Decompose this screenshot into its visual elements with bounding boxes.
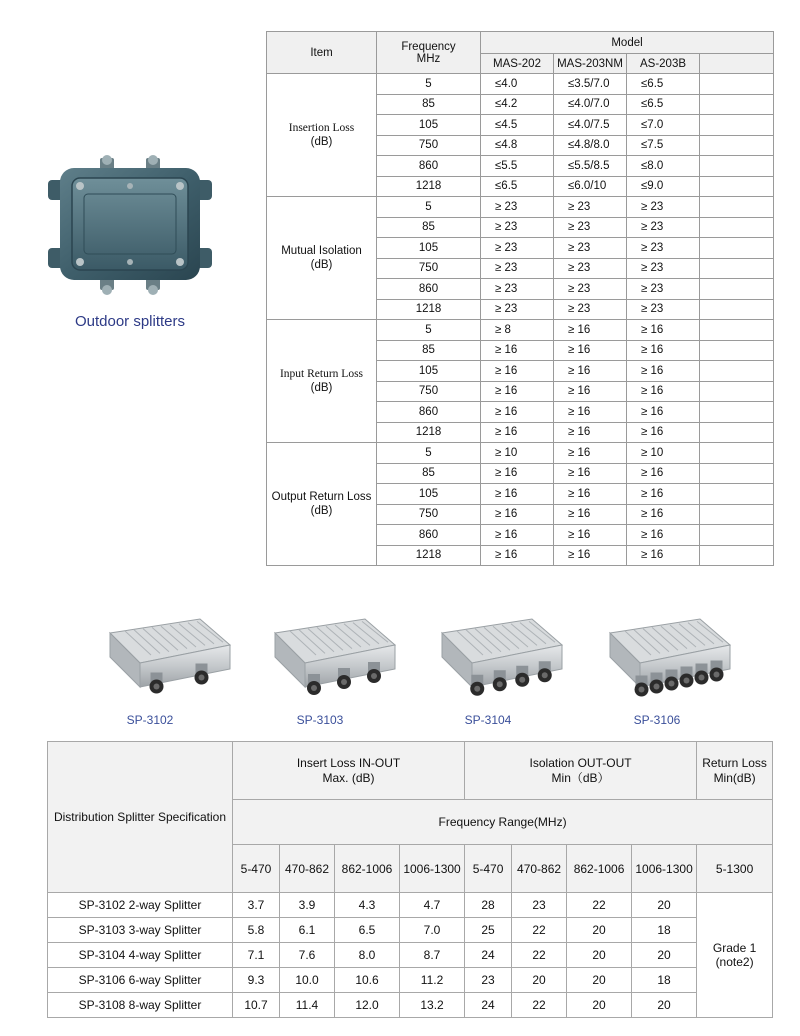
frequency-cell: 5: [377, 320, 481, 341]
frequency-cell: 85: [377, 94, 481, 115]
spec-value-cell: ≤5.5: [481, 156, 554, 177]
table-row: [48, 943, 773, 968]
spec-value-cell: ≥ 23: [554, 299, 627, 320]
spec-value-cell: ≥ 16: [627, 402, 700, 423]
spec-value-cell: 10.7: [233, 993, 280, 1018]
distribution-splitter-table: [47, 741, 773, 1018]
spec-value-cell: ≥ 23: [481, 217, 554, 238]
return-loss-header: [697, 742, 773, 800]
spec-value-cell: ≥ 16: [627, 381, 700, 402]
return-loss-line1: Return Loss: [702, 755, 767, 770]
spec-value-cell: ≥ 16: [554, 484, 627, 505]
frequency-range-col: 862-1006: [567, 845, 632, 893]
spec-value-cell: 23: [465, 968, 512, 993]
model-col-header: AS-203B: [627, 54, 700, 74]
spec-value-cell: [700, 135, 774, 156]
spec-value-cell: [700, 115, 774, 136]
frequency-range-col: 5-470: [233, 845, 280, 893]
spec-value-cell: ≥ 16: [554, 340, 627, 361]
spec-value-cell: ≥ 23: [554, 217, 627, 238]
spec-value-cell: 22: [512, 943, 567, 968]
spec-value-cell: ≥ 16: [554, 320, 627, 341]
sp-3103-caption: SP-3103: [296, 713, 344, 727]
spec-value-cell: 20: [567, 993, 632, 1018]
table-row: [48, 893, 773, 918]
spec-value-cell: ≥ 16: [554, 402, 627, 423]
spec-value-cell: ≥ 23: [554, 238, 627, 259]
spec-value-cell: ≥ 23: [481, 279, 554, 300]
spec-value-cell: ≤6.5: [627, 74, 700, 95]
insert-loss-line1: Insert Loss IN-OUT: [296, 755, 401, 770]
spec-value-cell: ≥ 8: [481, 320, 554, 341]
spec-value-cell: 22: [512, 918, 567, 943]
splitter-name-cell: SP-3108 8-way Splitter: [48, 993, 233, 1018]
spec-value-cell: ≥ 16: [481, 402, 554, 423]
spec-value-cell: ≥ 16: [627, 504, 700, 525]
spec-value-cell: 20: [567, 918, 632, 943]
sp-3104-image: [422, 605, 572, 705]
outdoor-splitter-image: [40, 150, 220, 300]
spec-group-label: [267, 74, 377, 197]
splitter-name-cell: SP-3103 3-way Splitter: [48, 918, 233, 943]
frequency-cell: 1218: [377, 299, 481, 320]
spec-group-label: [267, 197, 377, 320]
sp-3102-image: [90, 605, 240, 705]
frequency-range-col: 1006-1300: [632, 845, 697, 893]
frequency-range-col: 1006-1300: [400, 845, 465, 893]
spec-value-cell: ≥ 16: [554, 381, 627, 402]
spec-value-cell: [700, 279, 774, 300]
spec-value-cell: [700, 197, 774, 218]
distribution-table-body: [48, 893, 773, 1018]
spec-value-cell: [700, 402, 774, 423]
frequency-cell: 85: [377, 340, 481, 361]
spec-value-cell: 8.0: [335, 943, 400, 968]
sp-3106-image: [590, 605, 740, 705]
spec-row: [267, 197, 774, 218]
spec-value-cell: [700, 504, 774, 525]
frequency-cell: 105: [377, 361, 481, 382]
spec-value-cell: [700, 156, 774, 177]
spec-value-cell: [700, 299, 774, 320]
frequency-range-col: 862-1006: [335, 845, 400, 893]
spec-group-label: [267, 320, 377, 443]
spec-value-cell: ≥ 23: [481, 238, 554, 259]
spec-value-cell: ≥ 16: [481, 340, 554, 361]
frequency-cell: 1218: [377, 176, 481, 197]
spec-value-cell: 10.0: [280, 968, 335, 993]
frequency-cell: 85: [377, 217, 481, 238]
spec-value-cell: ≥ 16: [481, 381, 554, 402]
spec-value-cell: [700, 484, 774, 505]
frequency-range-header: Frequency Range(MHz): [233, 800, 773, 845]
spec-value-cell: ≤6.5: [627, 94, 700, 115]
frequency-cell: 1218: [377, 545, 481, 566]
frequency-cell: 750: [377, 381, 481, 402]
spec-value-cell: 20: [632, 943, 697, 968]
frequency-range-col: 470-862: [512, 845, 567, 893]
sp-3106-caption: SP-3106: [633, 713, 681, 727]
spec-value-cell: ≤4.8: [481, 135, 554, 156]
model-col-header: [700, 54, 774, 74]
spec-value-cell: ≥ 16: [627, 422, 700, 443]
spec-value-cell: [700, 545, 774, 566]
spec-value-cell: ≥ 23: [481, 258, 554, 279]
spec-value-cell: [700, 463, 774, 484]
spec-value-cell: ≥ 16: [481, 361, 554, 382]
spec-value-cell: 18: [632, 968, 697, 993]
frequency-cell: 1218: [377, 422, 481, 443]
model-spec-table: [266, 31, 774, 566]
spec-value-cell: ≤4.0/7.0: [554, 94, 627, 115]
frequency-cell: 105: [377, 115, 481, 136]
spec-value-cell: ≥ 16: [481, 545, 554, 566]
spec-value-cell: 20: [512, 968, 567, 993]
table-row: [48, 918, 773, 943]
spec-value-cell: 5.8: [233, 918, 280, 943]
spec-value-cell: 20: [567, 968, 632, 993]
spec-value-cell: [700, 422, 774, 443]
frequency-range-col: 5-1300: [697, 845, 773, 893]
spec-value-cell: ≤7.5: [627, 135, 700, 156]
spec-group-label-line2: (dB): [310, 136, 333, 148]
frequency-cell: 860: [377, 525, 481, 546]
spec-value-cell: ≥ 16: [481, 525, 554, 546]
spec-value-cell: 11.2: [400, 968, 465, 993]
spec-value-cell: 24: [465, 943, 512, 968]
spec-value-cell: [700, 361, 774, 382]
spec-value-cell: 9.3: [233, 968, 280, 993]
spec-value-cell: ≥ 16: [554, 525, 627, 546]
spec-value-cell: 4.7: [400, 893, 465, 918]
spec-value-cell: [700, 443, 774, 464]
spec-value-cell: ≥ 16: [627, 320, 700, 341]
spec-value-cell: ≥ 16: [554, 361, 627, 382]
spec-value-cell: ≥ 16: [627, 340, 700, 361]
spec-value-cell: [700, 238, 774, 259]
spec-value-cell: ≤3.5/7.0: [554, 74, 627, 95]
spec-group-label-line2: (dB): [310, 259, 333, 271]
spec-value-cell: 25: [465, 918, 512, 943]
frequency-range-col: 470-862: [280, 845, 335, 893]
spec-table-body: [267, 74, 774, 566]
spec-value-cell: 11.4: [280, 993, 335, 1018]
frequency-cell: 105: [377, 238, 481, 259]
frequency-cell: 5: [377, 74, 481, 95]
spec-value-cell: ≤4.0: [481, 74, 554, 95]
spec-value-cell: ≥ 23: [627, 258, 700, 279]
spec-value-cell: ≥ 16: [554, 443, 627, 464]
frequency-cell: 750: [377, 504, 481, 525]
spec-value-cell: ≥ 16: [554, 545, 627, 566]
frequency-header: [377, 32, 481, 74]
spec-value-cell: ≥ 16: [554, 463, 627, 484]
frequency-cell: 860: [377, 279, 481, 300]
spec-row: [267, 320, 774, 341]
spec-value-cell: 18: [632, 918, 697, 943]
spec-value-cell: 28: [465, 893, 512, 918]
spec-value-cell: ≤4.5: [481, 115, 554, 136]
spec-value-cell: ≥ 23: [481, 197, 554, 218]
spec-value-cell: ≥ 23: [627, 299, 700, 320]
spec-group-label-line1: Mutual Isolation: [281, 245, 362, 257]
frequency-header-label: Frequency MHz: [401, 40, 456, 65]
spec-value-cell: ≤8.0: [627, 156, 700, 177]
spec-value-cell: ≥ 16: [627, 361, 700, 382]
spec-value-cell: ≥ 16: [481, 504, 554, 525]
model-col-header: MAS-202: [481, 54, 554, 74]
spec-value-cell: ≥ 10: [481, 443, 554, 464]
item-header: Item: [267, 32, 377, 74]
spec-value-cell: 8.7: [400, 943, 465, 968]
spec-value-cell: 6.5: [335, 918, 400, 943]
spec-value-cell: 24: [465, 993, 512, 1018]
spec-value-cell: [700, 217, 774, 238]
spec-corner-header: Distribution Splitter Specification: [48, 742, 233, 893]
spec-value-cell: ≤5.5/8.5: [554, 156, 627, 177]
spec-value-cell: ≥ 23: [554, 197, 627, 218]
spec-value-cell: ≥ 23: [481, 299, 554, 320]
spec-value-cell: ≥ 16: [554, 504, 627, 525]
isolation-line1: Isolation OUT-OUT: [529, 755, 632, 770]
spec-value-cell: 7.1: [233, 943, 280, 968]
spec-row: [267, 443, 774, 464]
model-col-header: MAS-203NM: [554, 54, 627, 74]
spec-value-cell: [700, 320, 774, 341]
sp-3104-caption: SP-3104: [464, 713, 512, 727]
spec-group-label: [267, 443, 377, 566]
spec-value-cell: ≥ 23: [627, 197, 700, 218]
frequency-cell: 85: [377, 463, 481, 484]
spec-group-label-line1: Insertion Loss: [288, 122, 355, 134]
frequency-cell: 750: [377, 258, 481, 279]
splitter-name-cell: SP-3104 4-way Splitter: [48, 943, 233, 968]
spec-group-label-line1: Input Return Loss: [279, 368, 364, 380]
spec-group-label-line2: (dB): [310, 382, 333, 394]
spec-value-cell: ≥ 16: [481, 422, 554, 443]
frequency-cell: 750: [377, 135, 481, 156]
frequency-cell: 105: [377, 484, 481, 505]
table-row: [48, 993, 773, 1018]
insert-loss-header: [233, 742, 465, 800]
spec-value-cell: ≥ 10: [627, 443, 700, 464]
frequency-cell: 860: [377, 156, 481, 177]
spec-value-cell: 22: [512, 993, 567, 1018]
spec-value-cell: ≥ 23: [554, 258, 627, 279]
isolation-header: [465, 742, 697, 800]
frequency-cell: 5: [377, 443, 481, 464]
spec-value-cell: ≤9.0: [627, 176, 700, 197]
spec-value-cell: 10.6: [335, 968, 400, 993]
frequency-range-col: 5-470: [465, 845, 512, 893]
spec-value-cell: 13.2: [400, 993, 465, 1018]
spec-value-cell: [700, 340, 774, 361]
spec-value-cell: [700, 258, 774, 279]
spec-value-cell: 12.0: [335, 993, 400, 1018]
outdoor-splitters-caption: Outdoor splitters: [74, 313, 186, 330]
spec-value-cell: ≤4.8/8.0: [554, 135, 627, 156]
return-loss-grade: Grade 1: [712, 941, 757, 955]
spec-group-label-line2: (dB): [310, 505, 333, 517]
spec-value-cell: ≥ 23: [627, 238, 700, 259]
spec-group-label-line1: Output Return Loss: [271, 491, 372, 503]
model-header: Model: [481, 32, 774, 54]
spec-value-cell: 3.7: [233, 893, 280, 918]
spec-value-cell: 7.6: [280, 943, 335, 968]
insert-loss-line2: Max. (dB): [322, 770, 375, 785]
spec-value-cell: ≥ 16: [554, 422, 627, 443]
spec-value-cell: 23: [512, 893, 567, 918]
sp-3103-image: [255, 605, 405, 705]
spec-value-cell: ≥ 16: [481, 484, 554, 505]
spec-value-cell: 22: [567, 893, 632, 918]
spec-value-cell: 4.3: [335, 893, 400, 918]
isolation-line2: Min（dB）: [551, 770, 610, 785]
spec-value-cell: [700, 176, 774, 197]
spec-value-cell: [700, 381, 774, 402]
spec-value-cell: ≥ 16: [627, 463, 700, 484]
return-loss-note: (note2): [715, 955, 754, 969]
spec-value-cell: ≥ 23: [627, 217, 700, 238]
spec-value-cell: ≤7.0: [627, 115, 700, 136]
spec-value-cell: ≥ 16: [481, 463, 554, 484]
spec-value-cell: 20: [632, 993, 697, 1018]
spec-value-cell: ≤4.0/7.5: [554, 115, 627, 136]
spec-value-cell: ≥ 23: [554, 279, 627, 300]
spec-value-cell: 7.0: [400, 918, 465, 943]
spec-value-cell: 3.9: [280, 893, 335, 918]
spec-value-cell: ≥ 23: [627, 279, 700, 300]
spec-value-cell: 20: [567, 943, 632, 968]
spec-value-cell: 20: [632, 893, 697, 918]
table-row: [48, 968, 773, 993]
return-loss-value-cell: [697, 893, 773, 1018]
sp-3102-caption: SP-3102: [126, 713, 174, 727]
spec-value-cell: [700, 525, 774, 546]
spec-value-cell: [700, 94, 774, 115]
splitter-name-cell: SP-3106 6-way Splitter: [48, 968, 233, 993]
spec-value-cell: [700, 74, 774, 95]
frequency-cell: 5: [377, 197, 481, 218]
spec-value-cell: ≤4.2: [481, 94, 554, 115]
spec-value-cell: 6.1: [280, 918, 335, 943]
spec-value-cell: ≥ 16: [627, 525, 700, 546]
spec-row: [267, 74, 774, 95]
return-loss-line2: Min(dB): [713, 770, 756, 785]
spec-value-cell: ≤6.5: [481, 176, 554, 197]
splitter-name-cell: SP-3102 2-way Splitter: [48, 893, 233, 918]
frequency-cell: 860: [377, 402, 481, 423]
spec-value-cell: ≤6.0/10: [554, 176, 627, 197]
spec-value-cell: ≥ 16: [627, 545, 700, 566]
spec-value-cell: ≥ 16: [627, 484, 700, 505]
